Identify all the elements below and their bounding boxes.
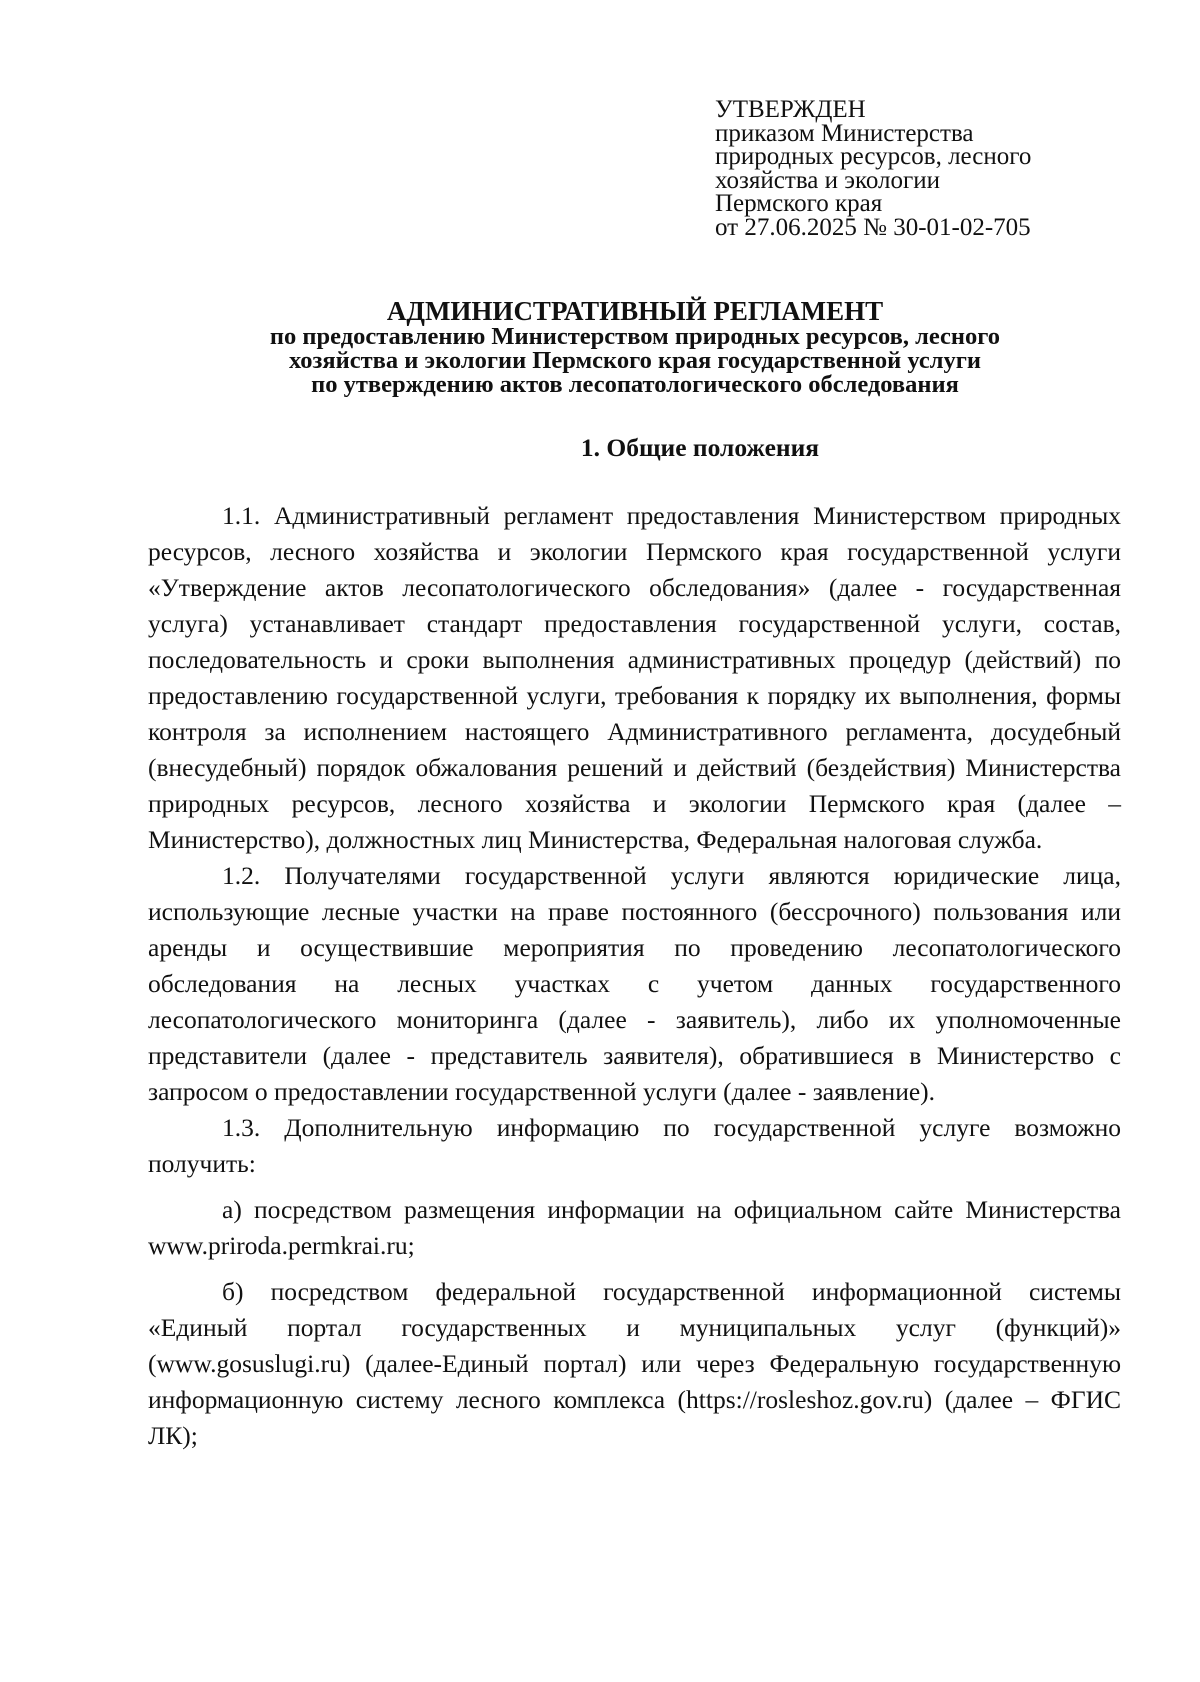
approval-line: хозяйства и экологии — [715, 166, 941, 194]
paragraph-1-1: 1.1. Административный регламент предоставления Министерством природных ресурсов, лесного хозяйства и экологии Пермского края государственной услуги «Утверждение актов лесопатологического обследования» (далее - государственная услуга) устанавливает стандарт предоставления государственной услуги, состав, последовательность и сроки выполнения административных процедур (действий) по предоставлению государственной услуги, требования к порядку их выполнения, формы контроля за исполнением настоящего Административного регламента, досудебный (внесудебный) порядок обжалования решений и действий (бездействия) Министерства природных ресурсов, лесного хозяйства и экологии Пермского края (далее – Министерство), должностных лиц Министерства, Федеральная налоговая служба. — [148, 501, 1121, 854]
approval-line: природных ресурсов, лесного — [715, 143, 1032, 170]
title-main: АДМИНИСТРАТИВНЫЙ РЕГЛАМЕНТ — [386, 296, 884, 326]
approval-date-number: от 27.06.2025 № 30-01-02-705 — [715, 213, 1031, 241]
approval-heading: УТВЕРЖДЕН — [715, 96, 866, 123]
approval-line: приказом Министерства — [715, 119, 974, 147]
document-title — [150, 298, 1120, 397]
paragraph-b: б) посредством федеральной государственной информационной системы «Единый портал государственных и муниципальных услуг (функций)» (www.gosuslugi.ru) (далее-Единый портал) или через Федеральную государственную информационную систему лесного комплекса (https://rosleshoz.gov.ru) (далее – ФГИС ЛК); — [148, 1277, 1121, 1450]
approval-stamp-block — [715, 98, 1155, 239]
section-heading: 1. Общие положения — [580, 433, 820, 462]
title-line: хозяйства и экологии Пермского края государственной услуги — [288, 347, 982, 374]
paragraph-1-3: 1.3. Дополнительную информацию по государственной услуге возможно получить: — [148, 1113, 1121, 1178]
paragraph-a: а) посредством размещения информации на официальном сайте Министерства www.priroda.permkrai.ru; — [148, 1195, 1121, 1260]
document-body — [148, 498, 1121, 1454]
paragraph-1-2: 1.2. Получателями государственной услуги являются юридические лица, использующие лесные участки на праве постоянного (бессрочного) пользования или аренды и осуществившие мероприятия по проведению лесопатологического обследования на лесных участках с учетом данных государственного лесопатологического мониторинга (далее - заявитель), либо их уполномоченные представители (далее - представитель заявителя), обратившиеся в Министерство с запросом о предоставлении государственной услуги (далее - заявление). — [148, 861, 1121, 1106]
title-line: по предоставлению Министерством природных ресурсов, лесного — [269, 323, 1001, 350]
title-line: по утверждению актов лесопатологического обследования — [311, 371, 959, 398]
approval-line: Пермского края — [715, 190, 883, 217]
